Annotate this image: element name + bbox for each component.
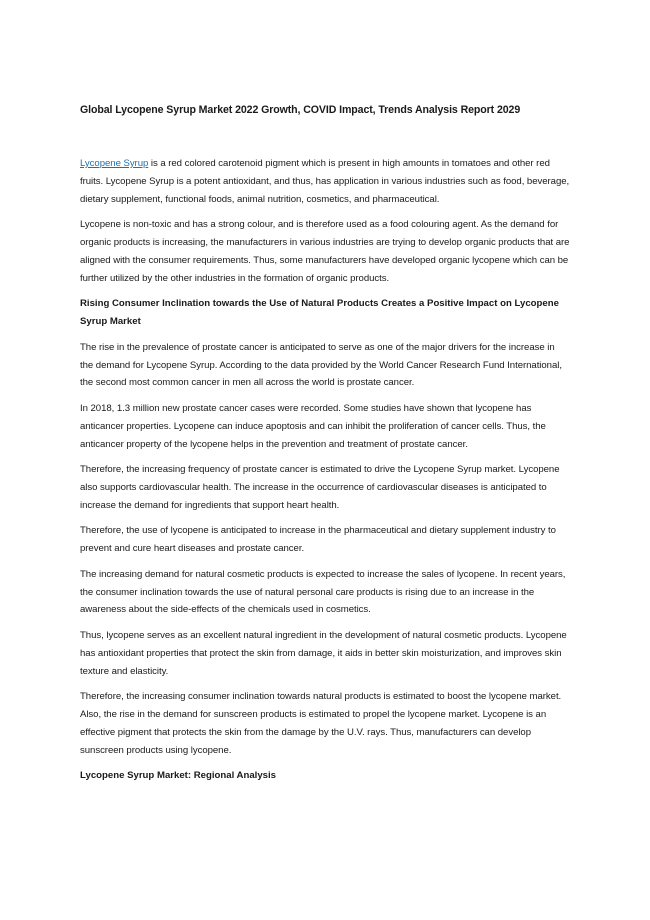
paragraph-cosmetics-demand: The increasing demand for natural cosmetic products is expected to increase the sales of lycopene. In recent years, the consumer inclination towards the use of natural personal care products is rising due to an increase in the awareness about the side-effects of the chemicals used in cosmetics. [80, 568, 566, 616]
section-heading-consumer-inclination: Rising Consumer Inclination towards the Use of Natural Products Creates a Positive Impact on Lycopene Syrup Market [80, 298, 559, 328]
paragraph-organic: Lycopene is non-toxic and has a strong colour, and is therefore used as a food colouring agent. As the demand for organic products is increasing, the manufacturers in various industries are trying to develop organic products that are aligned with the consumer requirements. Thus, some manufacturers have developed organic lycopene which can be further utilized by the other industries in the formation of organic products. [80, 219, 570, 284]
intro-paragraph [80, 155, 570, 209]
paragraph-prostate-cancer: The rise in the prevalence of prostate cancer is anticipated to serve as one of the major drivers for the increase in the demand for Lycopene Syrup. According to the data provided by the World Cancer Research Fund International, the second most common cancer in men all across the world is prostate cancer. [80, 341, 562, 389]
lycopene-syrup-link[interactable]: Lycopene Syrup [80, 158, 149, 169]
paragraph-cardiovascular: Therefore, the increasing frequency of prostate cancer is estimated to drive the Lycopene Syrup market. Lycopene also supports cardiovascular health. The increase in the occurrence of cardiovascular diseases is anticipated to increase the demand for ingredients that support heart health. [80, 464, 560, 511]
document-title: Global Lycopene Syrup Market 2022 Growth, COVID Impact, Trends Analysis Report 2029 [80, 104, 521, 116]
document-body [80, 103, 570, 793]
paragraph-natural-ingredient: Thus, lycopene serves as an excellent natural ingredient in the development of natural cosmetic products. Lycopene has antioxidant properties that protect the skin from damage, it aids in better skin moisturization, and improves skin texture and elasticity. [80, 629, 567, 677]
paragraph-pharmaceutical: Therefore, the use of lycopene is anticipated to increase in the pharmaceutical and dietary supplement industry to prevent and cure heart diseases and prostate cancer. [80, 525, 556, 555]
section-heading-regional-analysis: Lycopene Syrup Market: Regional Analysis [80, 770, 277, 782]
paragraph-sunscreen: Therefore, the increasing consumer inclination towards natural products is estimated to boost the lycopene market. Also, the rise in the demand for sunscreen products is estimated to propel the lycopene market. Lycopene is an effective pigment that protects the skin from the damage by the U.V. rays. Thus, manufacturers can develop sunscreen products using lycopene. [80, 691, 562, 756]
paragraph-2018-cases: In 2018, 1.3 million new prostate cancer cases were recorded. Some studies have shown that lycopene has anticancer properties. Lycopene can induce apoptosis and can inhibit the proliferation of cancer cells. Thus, the anticancer property of the lycopene helps in the prevention and treatment of prostate cancer. [80, 402, 546, 450]
intro-text: is a red colored carotenoid pigment which is present in high amounts in tomatoes and other red fruits. Lycopene Syrup is a potent antioxidant, and thus, has application in various industries such as food, beverage, dietary supplement, functional foods, animal nutrition, cosmetics, and pharmaceutical. [80, 158, 570, 205]
